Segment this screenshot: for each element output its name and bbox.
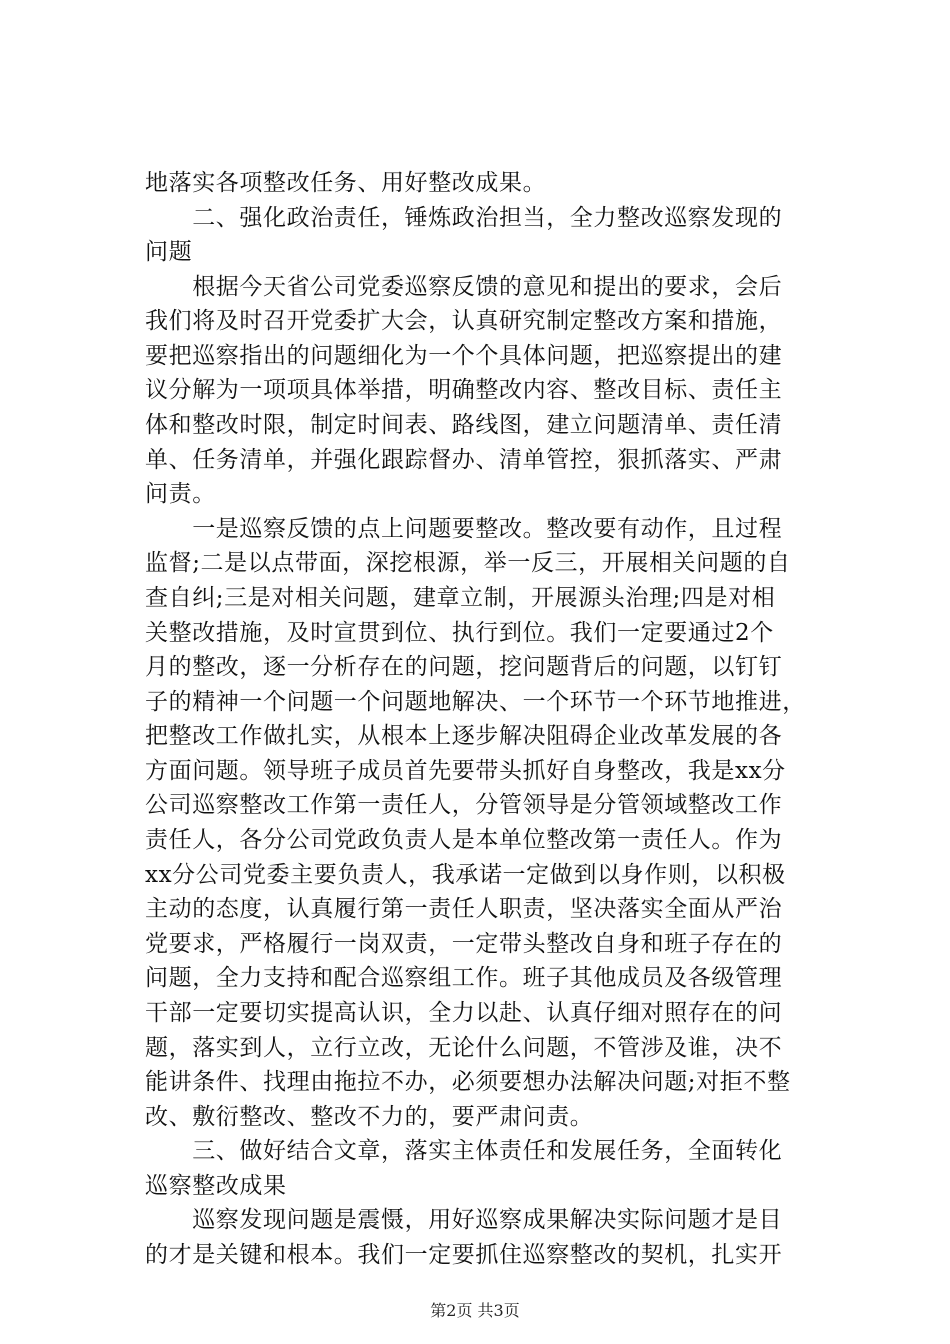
text-line: 把整改工作做扎实，从根本上逐步解决阻碍企业改革发展的各 xyxy=(145,723,783,749)
text-line: 巡察发现问题是震慑，用好巡察成果解决实际问题才是目 xyxy=(145,1207,783,1233)
text-line: 我们将及时召开党委扩大会，认真研究制定整改方案和措施， xyxy=(145,308,783,334)
text-line: 监督;二是以点带面，深挖根源，举一反三，开展相关问题的自 xyxy=(145,550,791,576)
text-line: 根据今天省公司党委巡察反馈的意见和提出的要求，会后 xyxy=(145,274,783,300)
section-heading-3-cont: 巡察整改成果 xyxy=(145,1173,287,1199)
text-line: 月的整改，逐一分析存在的问题，挖问题背后的问题，以钉钉 xyxy=(145,654,783,680)
text-line: 一是巡察反馈的点上问题要整改。整改要有动作，且过程 xyxy=(145,516,783,542)
text-line: 党要求，严格履行一岗双责，一定带头整改自身和班子存在的 xyxy=(145,931,783,957)
text-line: 地落实各项整改任务、用好整改成果。 xyxy=(145,170,547,196)
text-line: 的才是关键和根本。我们一定要抓住巡察整改的契机，扎实开 xyxy=(145,1242,783,1268)
text-line: 改、敷衍整改、整改不力的，要严肃问责。 xyxy=(145,1104,594,1130)
text-line: 子的精神一个问题一个问题地解决、一个环节一个环节地推进， xyxy=(145,689,806,715)
section-heading-2: 二、强化政治责任，锤炼政治担当，全力整改巡察发现的 xyxy=(145,205,783,231)
text-line: 责任人，各分公司党政负责人是本单位整改第一责任人。作为 xyxy=(145,827,783,853)
text-line: 能讲条件、找理由拖拉不办，必须要想办法解决问题;对拒不整 xyxy=(145,1069,791,1095)
page-number-footer: 第2页 共3页 xyxy=(430,1301,520,1320)
text-line: 要把巡察指出的问题细化为一个个具体问题，把巡察提出的建 xyxy=(145,343,783,369)
text-line: 问责。 xyxy=(145,481,216,507)
text-line: 问题，全力支持和配合巡察组工作。班子其他成员及各级管理 xyxy=(145,965,783,991)
text-line: 公司巡察整改工作第一责任人，分管领导是分管领域整改工作 xyxy=(145,792,783,818)
text-line: 方面问题。领导班子成员首先要带头抓好自身整改，我是xx分 xyxy=(145,758,786,784)
text-line: 主动的态度，认真履行第一责任人职责，坚决落实全面从严治 xyxy=(145,896,783,922)
text-line: 体和整改时限，制定时间表、路线图，建立问题清单、责任清 xyxy=(145,412,783,438)
section-heading-2-cont: 问题 xyxy=(145,239,193,265)
text-line: 单、任务清单，并强化跟踪督办、清单管控，狠抓落实、严肃 xyxy=(145,447,783,473)
text-line: 干部一定要切实提高认识，全力以赴、认真仔细对照存在的问 xyxy=(145,1000,783,1026)
section-heading-3: 三、做好结合文章，落实主体责任和发展任务，全面转化 xyxy=(145,1138,783,1164)
text-line: xx分公司党委主要负责人，我承诺一定做到以身作则，以积极 xyxy=(145,862,786,888)
text-line: 关整改措施，及时宣贯到位、执行到位。我们一定要通过2个 xyxy=(145,620,774,646)
text-line: 查自纠;三是对相关问题，建章立制，开展源头治理;四是对相 xyxy=(145,585,776,611)
text-line: 议分解为一项项具体举措，明确整改内容、整改目标、责任主 xyxy=(145,377,783,403)
text-line: 题，落实到人，立行立改，无论什么问题，不管涉及谁，决不 xyxy=(145,1035,783,1061)
